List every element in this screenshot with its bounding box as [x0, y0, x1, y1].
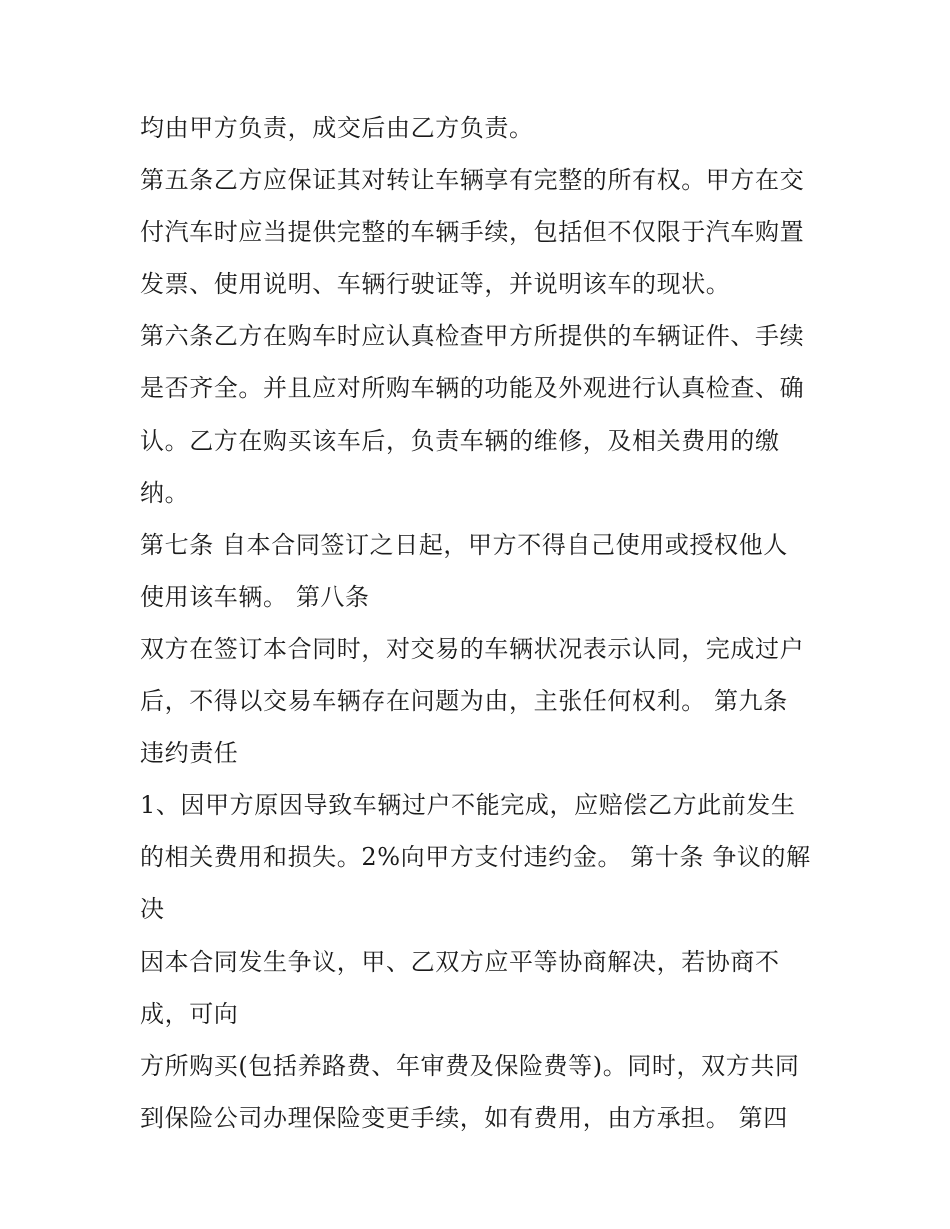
text-line: 成，可向 — [140, 999, 239, 1028]
text-line: 均由甲方负责，成交后由乙方负责。 — [140, 114, 534, 142]
text-line: 第六条乙方在购车时应认真检查甲方所提供的车辆证件、手续 — [140, 322, 805, 351]
contract-text — [140, 109, 830, 1151]
text-line: 的相关费用和损失。2%向甲方支付违约金。 第十条 争议的解 — [140, 843, 811, 872]
text-line: 1、因甲方原因导致车辆过户不能完成，应赔偿乙方此前发生 — [140, 791, 796, 820]
text-line: 付汽车时应当提供完整的车辆手续，包括但不仅限于汽车购置 — [140, 218, 805, 247]
text-line: 违约责任 — [140, 739, 239, 768]
text-line: 纳。 — [140, 478, 190, 507]
text-line: 双方在签订本合同时，对交易的车辆状况表示认同，完成过户 — [140, 634, 805, 663]
text-line: 发票、使用说明、车辆行驶证等，并说明该车的现状。 — [140, 270, 731, 299]
text-line: 是否齐全。并且应对所购车辆的功能及外观进行认真检查、确 — [140, 374, 805, 403]
text-line: 认。乙方在购买该车后，负责车辆的维修，及相关费用的缴 — [140, 426, 780, 455]
text-line: 第五条乙方应保证其对转让车辆享有完整的所有权。甲方在交 — [140, 166, 805, 195]
text-line: 因本合同发生争议，甲、乙双方应平等协商解决，若协商不 — [140, 947, 780, 976]
text-line: 到保险公司办理保险变更手续，如有费用，由方承担。 第四 — [140, 1103, 788, 1132]
text-line: 使用该车辆。 第八条 — [140, 582, 370, 611]
text-line: 方所购买(包括养路费、年审费及保险费等)。同时，双方共同 — [140, 1051, 800, 1080]
text-line: 第七条 自本合同签订之日起，甲方不得自己使用或授权他人 — [140, 530, 788, 559]
text-line: 决 — [140, 895, 165, 924]
text-line: 后，不得以交易车辆存在问题为由，主张任何权利。 第九条 — [140, 687, 788, 716]
